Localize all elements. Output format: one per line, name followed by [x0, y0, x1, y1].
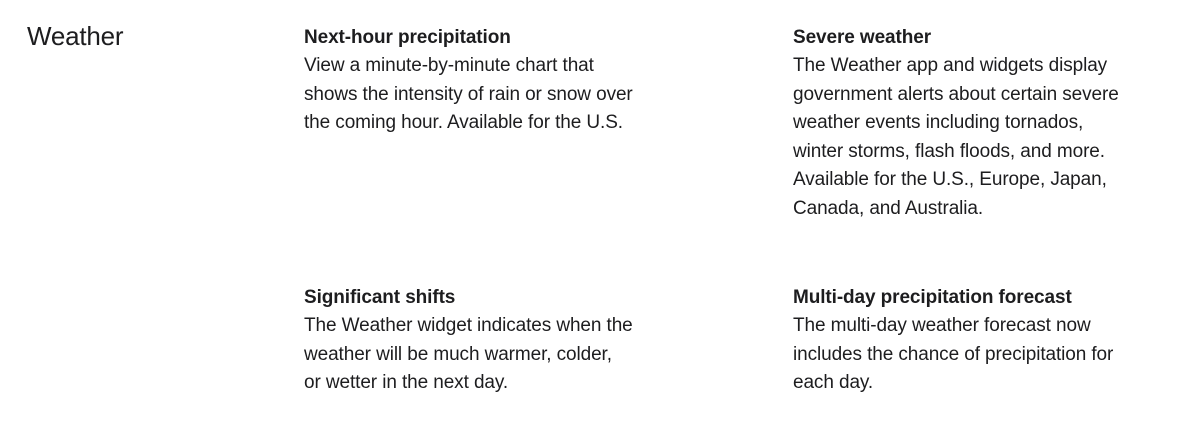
- feature-title: Next-hour precipitation: [304, 27, 511, 48]
- feature-next-hour-precipitation: [304, 24, 664, 138]
- feature-significant-shifts: [304, 284, 664, 398]
- feature-multi-day-precipitation-forecast: [793, 284, 1153, 398]
- description-line: View a minute-by-minute chart that: [304, 55, 594, 76]
- description-line: the coming hour. Available for the U.S.: [304, 112, 623, 133]
- description-line: The Weather app and widgets display: [793, 55, 1108, 76]
- feature-severe-weather: [793, 24, 1153, 223]
- feature-description: [793, 52, 1153, 223]
- description-line: weather events including tornados,: [793, 112, 1084, 133]
- feature-description: [304, 312, 664, 398]
- description-line: government alerts about certain severe: [793, 83, 1119, 105]
- description-line: The Weather widget indicates when the: [304, 315, 633, 336]
- description-line: includes the chance of precipitation for: [793, 343, 1114, 365]
- feature-title: Multi-day precipitation forecast: [793, 287, 1072, 308]
- description-line: Canada, and Australia.: [793, 197, 984, 219]
- feature-title: Severe weather: [793, 27, 932, 48]
- section-title: Weather: [27, 21, 124, 51]
- description-line: Available for the U.S., Europe, Japan,: [793, 169, 1107, 190]
- description-line: each day.: [793, 372, 874, 393]
- description-line: winter storms, flash floods, and more.: [793, 140, 1105, 162]
- feature-description: [304, 52, 664, 138]
- description-line: weather will be much warmer, colder,: [304, 343, 612, 365]
- description-line: or wetter in the next day.: [304, 372, 509, 393]
- description-line: The multi-day weather forecast now: [793, 315, 1091, 336]
- feature-title: Significant shifts: [304, 287, 456, 308]
- feature-description: [793, 312, 1153, 398]
- description-line: shows the intensity of rain or snow over: [304, 83, 633, 105]
